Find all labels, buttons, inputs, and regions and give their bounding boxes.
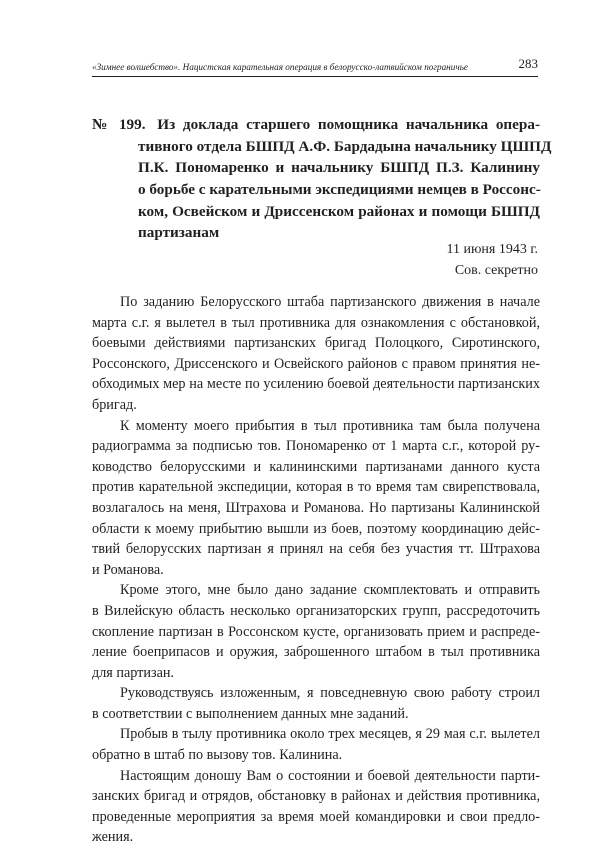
body-line: боевыми действиями партизанских бригад Полоцкого, Сиротинского,: [92, 335, 540, 352]
body-line: обратно в штаб по вызову тов. Калинина.: [92, 747, 343, 764]
running-title: «Зимнее волшебство». Нацистская карательная операция в белорусско-латвийском пограничье: [92, 62, 468, 72]
body-line: марта с.г. я вылетел в тыл противника для ознакомления с обстановкой,: [92, 314, 540, 331]
body-line: возлагалось на меня, Штрахова и Романова. Но партизаны Калининской: [92, 499, 540, 516]
paragraph: [92, 683, 540, 724]
body-line: бригад.: [92, 396, 137, 413]
heading-line: о борьбе с карательными экспедициями немцев в Россонс-: [138, 181, 541, 199]
body-line: проведенные мероприятия за время моей командировки и свои предло-: [92, 808, 540, 825]
body-line: Россонского, Дриссенского и Освейского районов с правом принятия не-: [92, 355, 540, 372]
page-number: 283: [518, 56, 538, 71]
heading-line: П.К. Пономаренко и начальнику БШПД П.З. Калинину: [138, 159, 540, 177]
paragraph: [92, 724, 540, 765]
heading-line: ком, Освейском и Дриссенском районах и помощи БШПД: [138, 202, 540, 220]
body-line: в соответствии с выполнением данных мне заданий.: [92, 705, 409, 722]
paragraph: [92, 766, 540, 848]
body-line: По заданию Белорусского штаба партизанского движения в начале: [120, 294, 540, 310]
document-number: № 199.: [92, 116, 146, 133]
body-line: и Романова.: [92, 561, 164, 578]
body-line: Кроме этого, мне было дано задание скомплектовать и отправить: [120, 582, 540, 599]
body-line: ководство белорусскими и калининскими партизанами данного куста: [92, 458, 540, 475]
body-line: для партизан.: [92, 664, 175, 681]
body-line: области к моему прибытию вышли из боев, поэтому координацию дейс-: [92, 520, 540, 537]
body-line: Пробыв в тылу противника около трех месяцев, я 29 мая с.г. вылетел: [120, 726, 540, 743]
running-header: [92, 56, 538, 72]
paragraph: [92, 580, 540, 683]
paragraph: [92, 416, 540, 581]
body-line: скопление партизан в Россонском кусте, организовать прием и распреде-: [92, 623, 540, 640]
paragraph: [92, 292, 540, 416]
body-line: К моменту моего прибытия в тыл противника там была получена: [120, 417, 540, 434]
header-rule: [92, 76, 538, 77]
classification-stamp: Сов. секретно: [454, 262, 538, 278]
heading-line-text: Из доклада старшего помощника начальника опера-: [157, 116, 541, 133]
body-line: Настоящим доношу Вам о состоянии и боевой деятельности парти-: [120, 767, 540, 784]
body-line: в Вилейскую область несколько организаторских групп, рассредоточить: [92, 602, 540, 619]
body-line: против карательной экспедиции, которая в то время там свирепствовала,: [92, 479, 540, 496]
body-line: Руководствуясь изложенным, я повседневную свою работу строил: [120, 685, 540, 702]
body-line: ление боеприпасов и оружия, заброшенного штабом в тыл противника: [92, 644, 540, 661]
document-date: 11 июня 1943 г.: [446, 242, 538, 257]
body-line: радиограмма за подписью тов. Пономаренко от 1 марта с.г., которой ру-: [92, 438, 540, 455]
document-body: [92, 292, 540, 848]
body-line: обходимых мер на месте по усилению боевой деятельности партизанских: [92, 376, 540, 393]
heading-line: тивного отдела БШПД А.Ф. Бардадына начальнику ЦШПД: [138, 137, 552, 155]
heading-line: [92, 114, 540, 136]
heading-line: партизанам: [138, 224, 220, 242]
body-line: твий белорусских партизан я принял на себя без участия тт. Штрахова: [92, 541, 540, 558]
document-meta: [446, 240, 538, 281]
body-line: жения.: [92, 829, 134, 846]
body-line: занских бригад и отрядов, обстановку в районах и действия противника,: [92, 788, 540, 805]
document-heading: [92, 114, 552, 244]
